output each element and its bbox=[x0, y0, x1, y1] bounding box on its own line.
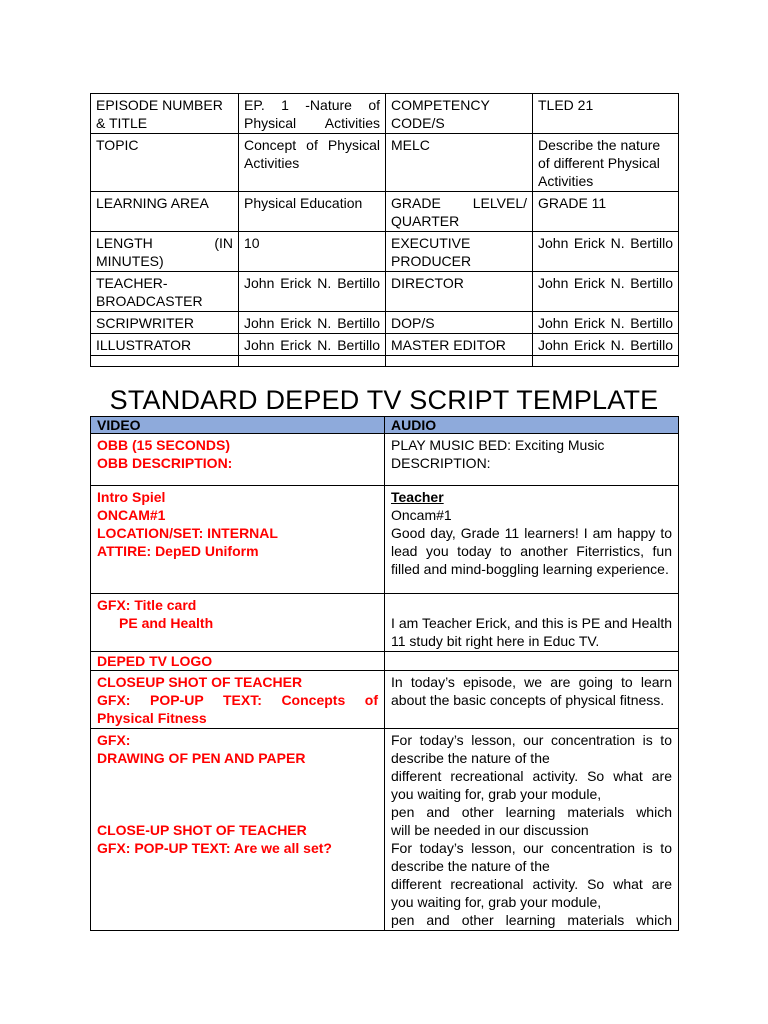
info-label-cell: TEACHER-BROADCASTER bbox=[91, 272, 239, 312]
video-line: OBB DESCRIPTION: bbox=[97, 455, 233, 471]
audio-line: PLAY MUSIC BED: Exciting Music bbox=[391, 437, 605, 453]
episode-info-table bbox=[90, 93, 679, 367]
info-label-cell: ILLUSTRATOR bbox=[91, 334, 239, 356]
audio-line: DESCRIPTION: bbox=[391, 455, 491, 471]
audio-line: Oncam#1 bbox=[391, 507, 452, 523]
info-value-cell: 10 bbox=[239, 232, 386, 272]
script-row-gfx-title bbox=[91, 594, 679, 652]
script-row-intro bbox=[91, 486, 679, 594]
info-label-cell: DOP/S bbox=[386, 312, 533, 334]
audio-line: In today’s episode, we are going to learn about the basic concepts of physical fitness. bbox=[391, 674, 672, 708]
info-empty-cell bbox=[91, 356, 239, 367]
info-label-cell: LENGTH (IN MINUTES) bbox=[91, 232, 239, 272]
info-label-cell: EPISODE NUMBER & TITLE bbox=[91, 94, 239, 134]
info-row bbox=[91, 192, 679, 232]
video-cell bbox=[91, 434, 385, 486]
audio-line: different recreational activity. So what are bbox=[391, 768, 672, 784]
audio-header: AUDIO bbox=[385, 417, 679, 434]
audio-line: you waiting for, grab your module, bbox=[391, 894, 602, 910]
audio-cell bbox=[385, 652, 679, 671]
audio-cell bbox=[385, 729, 679, 931]
audio-line: pen and other learning materials which bbox=[391, 912, 672, 928]
info-value-cell: John Erick N. Bertillo bbox=[533, 232, 679, 272]
info-label-cell: COMPETENCY CODE/S bbox=[386, 94, 533, 134]
video-line: ONCAM#1 bbox=[97, 507, 166, 523]
script-table bbox=[90, 416, 679, 931]
audio-line: different recreational activity. So what are bbox=[391, 876, 672, 892]
video-line: GFX: bbox=[97, 732, 131, 748]
video-line: DRAWING OF PEN AND PAPER bbox=[97, 750, 306, 766]
info-value-cell: John Erick N. Bertillo bbox=[239, 272, 386, 312]
info-label-cell: SCRIPWRITER bbox=[91, 312, 239, 334]
info-row-empty bbox=[91, 356, 679, 367]
info-label-cell: MELC bbox=[386, 134, 533, 192]
video-line: GFX: POP-UP TEXT: Concepts of bbox=[97, 692, 378, 708]
info-row bbox=[91, 94, 679, 134]
script-row-logo bbox=[91, 652, 679, 671]
info-value-cell: John Erick N. Bertillo bbox=[533, 272, 679, 312]
script-header-row bbox=[91, 417, 679, 434]
info-row bbox=[91, 312, 679, 334]
audio-cell bbox=[385, 434, 679, 486]
audio-line: describe the nature of the bbox=[391, 750, 550, 766]
video-cell bbox=[91, 671, 385, 729]
info-label-cell: EXECUTIVE PRODUCER bbox=[386, 232, 533, 272]
info-empty-cell bbox=[239, 356, 386, 367]
video-line: GFX: POP-UP TEXT: Are we all set? bbox=[97, 840, 332, 856]
audio-line: describe the nature of the bbox=[391, 858, 550, 874]
video-line: LOCATION/SET: INTERNAL bbox=[97, 525, 278, 541]
video-cell bbox=[91, 486, 385, 594]
audio-line: pen and other learning materials which bbox=[391, 804, 672, 820]
video-cell bbox=[91, 594, 385, 652]
info-value-cell: EP. 1 -Nature of Physical Activities bbox=[239, 94, 386, 134]
video-header: VIDEO bbox=[91, 417, 385, 434]
script-row-lesson bbox=[91, 729, 679, 931]
audio-cell bbox=[385, 671, 679, 729]
info-value-cell: GRADE 11 bbox=[533, 192, 679, 232]
info-value-cell: John Erick N. Bertillo bbox=[239, 334, 386, 356]
info-value-cell: TLED 21 bbox=[533, 94, 679, 134]
info-value-cell: John Erick N. Bertillo bbox=[239, 312, 386, 334]
speaker-label: Teacher bbox=[391, 489, 444, 505]
info-value-cell: Physical Education bbox=[239, 192, 386, 232]
video-line: DEPED TV LOGO bbox=[97, 653, 213, 669]
video-line: CLOSEUP SHOT OF TEACHER bbox=[97, 674, 303, 690]
audio-line: For today’s lesson, our concentration is to bbox=[391, 732, 672, 748]
video-cell bbox=[91, 652, 385, 671]
info-empty-cell bbox=[533, 356, 679, 367]
info-label-cell: DIRECTOR bbox=[386, 272, 533, 312]
audio-line: you waiting for, grab your module, bbox=[391, 786, 602, 802]
video-line: PE and Health bbox=[119, 615, 214, 631]
info-row bbox=[91, 272, 679, 312]
info-value-cell: John Erick N. Bertillo bbox=[533, 334, 679, 356]
video-line: Physical Fitness bbox=[97, 710, 207, 726]
video-line: Intro Spiel bbox=[97, 489, 166, 505]
audio-line: I am Teacher Erick, and this is PE and Health 11 study bit right here in Educ TV. bbox=[391, 615, 672, 649]
video-line: GFX: Title card bbox=[97, 597, 197, 613]
episode-info-body bbox=[91, 94, 679, 367]
script-row-closeup bbox=[91, 671, 679, 729]
script-row-obb bbox=[91, 434, 679, 486]
info-label-cell: TOPIC bbox=[91, 134, 239, 192]
info-label-cell: GRADE LELVEL/ QUARTER bbox=[386, 192, 533, 232]
audio-line: will be needed in our discussion bbox=[391, 822, 589, 838]
info-value-cell: John Erick N. Bertillo bbox=[533, 312, 679, 334]
info-label-cell: MASTER EDITOR bbox=[386, 334, 533, 356]
info-row bbox=[91, 232, 679, 272]
audio-line: Good day, Grade 11 learners! I am happy to lead you today to another Fiterristics, fun filled and mind-boggling learning experience. bbox=[391, 525, 672, 577]
info-value-cell: Describe the nature of different Physical Activities bbox=[533, 134, 679, 192]
audio-line: For today’s lesson, our concentration is to bbox=[391, 840, 672, 856]
info-row bbox=[91, 134, 679, 192]
info-row bbox=[91, 334, 679, 356]
audio-cell bbox=[385, 594, 679, 652]
audio-cell bbox=[385, 486, 679, 594]
video-line: CLOSE-UP SHOT OF TEACHER bbox=[97, 822, 307, 838]
video-cell bbox=[91, 729, 385, 931]
video-line: OBB (15 SECONDS) bbox=[97, 437, 231, 453]
video-line: ATTIRE: DepED Uniform bbox=[97, 543, 259, 559]
info-label-cell: LEARNING AREA bbox=[91, 192, 239, 232]
template-title: STANDARD DEPED TV SCRIPT TEMPLATE bbox=[109, 385, 659, 415]
info-empty-cell bbox=[386, 356, 533, 367]
info-value-cell: Concept of Physical Activities bbox=[239, 134, 386, 192]
